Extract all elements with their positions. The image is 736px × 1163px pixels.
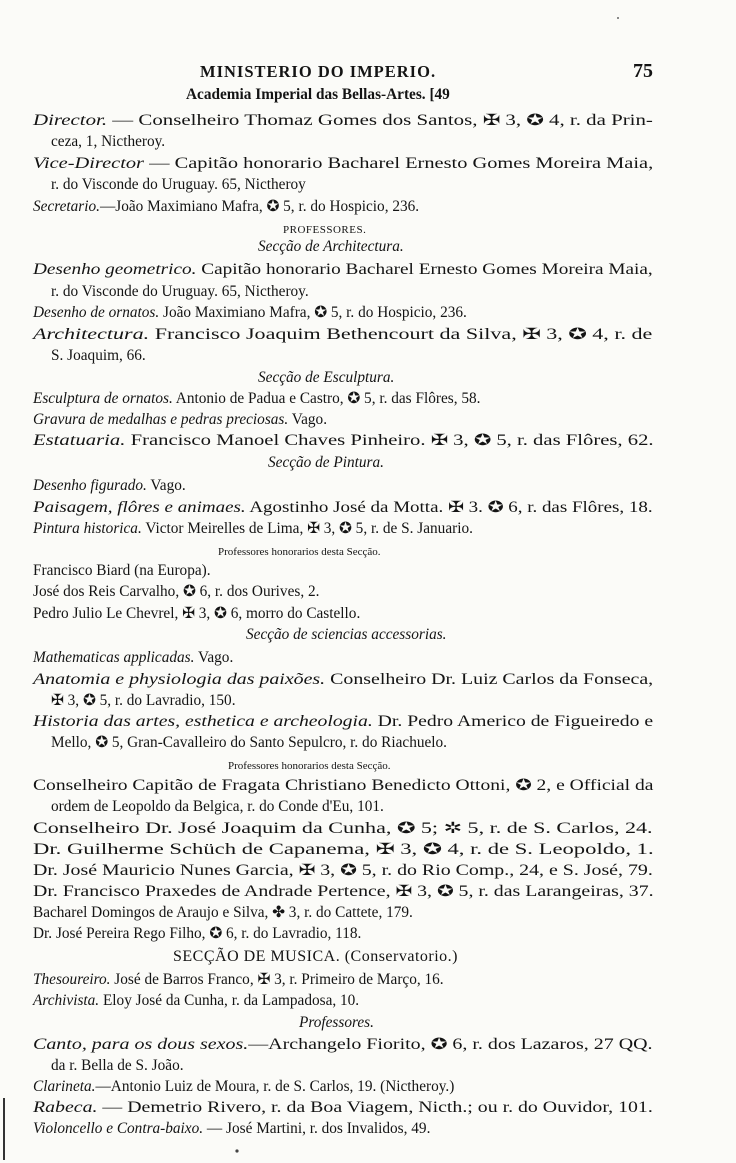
entry-text: Vago. <box>194 649 234 666</box>
text-line <box>258 368 394 388</box>
entry-label: Secretario. <box>33 198 100 215</box>
entry-label: Secção de Pintura. <box>268 454 384 471</box>
entry-text: Dr. José Pereira Rego Filho, ✪ 6, r. do Lavradio, 118. <box>33 925 362 942</box>
entry-label: Architectura. <box>33 326 150 343</box>
text-line <box>51 691 236 711</box>
text-line <box>33 1119 430 1139</box>
text-line <box>33 1035 653 1055</box>
entry-text: PROFESSORES. <box>283 224 367 236</box>
text-line <box>33 604 360 624</box>
text-line <box>51 282 309 302</box>
entry-label: Estatuaria. <box>33 432 126 449</box>
text-line <box>33 903 413 923</box>
text-line <box>33 991 359 1011</box>
entry-text: — Conselheiro Thomaz Gomes dos Santos, ✠ 3, ✪ 4, r. da Prin- <box>107 112 653 129</box>
entry-text: José de Barros Franco, ✠ 3, r. Primeiro de Março, 16. <box>110 971 444 988</box>
text-line <box>218 542 381 562</box>
text-line <box>33 498 653 518</box>
entry-text: Vago. <box>146 477 186 494</box>
text-line <box>51 733 447 753</box>
entry-text: Eloy José da Cunha, r. da Lampadosa, 10. <box>99 992 360 1009</box>
text-line <box>51 1056 184 1076</box>
entry-text: S. Joaquim, 66. <box>51 347 146 364</box>
entry-text: Professores honorarios desta Secção. <box>218 546 381 558</box>
entry-label: Thesoureiro. <box>33 971 111 988</box>
text-line <box>33 840 654 860</box>
entry-text: Victor Meirelles de Lima, ✠ 3, ✪ 5, r. de S. Januario. <box>141 520 473 537</box>
text-line <box>33 970 444 990</box>
entry-text: Dr. Pedro Americo de Figueiredo e <box>372 713 654 730</box>
entry-label: Secção de Architectura. <box>258 238 404 255</box>
entry-text: Bacharel Domingos de Araujo e Silva, ✤ 3, r. do Cattete, 179. <box>33 904 413 921</box>
entry-text: Dr. Francisco Praxedes de Andrade Pertence, ✠ 3, ✪ 5, r. das Larangeiras, 37. <box>33 883 654 900</box>
text-line <box>299 1013 374 1033</box>
entry-label: Secção de Esculptura. <box>258 369 395 386</box>
entry-text: Francisco Joaquim Bethencourt da Silva, ✠ 3, ✪ 4, r. de <box>149 326 653 343</box>
text-line <box>33 924 361 944</box>
entry-text: Vago. <box>288 411 328 428</box>
entry-text: Francisco Biard (na Europa). <box>33 562 211 579</box>
entry-label: Desenho de ornatos. <box>33 304 160 321</box>
text-line <box>33 325 652 345</box>
entry-text: Professores honorarios desta Secção. <box>228 760 391 772</box>
text-line <box>33 712 653 732</box>
text-line <box>33 819 653 839</box>
entry-text: —Antonio Luiz de Moura, r. de S. Carlos, 19. (Nictheroy.) <box>95 1078 455 1095</box>
entry-label: Pintura historica. <box>33 520 142 537</box>
entry-text: Antonio de Padua e Castro, ✪ 5, r. das Flôres, 58. <box>172 390 481 407</box>
entry-text: Academia Imperial das Bellas-Artes. [49 <box>186 86 450 103</box>
entry-text: José dos Reis Carvalho, ✪ 6, r. dos Ourives, 2. <box>33 583 320 600</box>
entry-label: Archivista. <box>33 992 100 1009</box>
text-line <box>33 582 319 602</box>
entry-label: Mathematicas applicadas. <box>33 649 195 666</box>
text-line <box>33 519 473 539</box>
entry-label: Clarineta. <box>33 1078 96 1095</box>
text-line <box>33 882 654 902</box>
entry-label: Desenho geometrico. <box>33 261 197 278</box>
entry-text: — Demetrio Rivero, r. da Boa Viagem, Nicth.; ou r. do Ouvidor, 101. <box>97 1099 653 1116</box>
text-line <box>33 389 480 409</box>
text-line <box>186 85 450 105</box>
entry-text: —João Maximiano Mafra, ✪ 5, r. do Hospicio, 236. <box>99 198 420 215</box>
text-line <box>33 1077 454 1097</box>
text-line <box>33 561 211 581</box>
text-line <box>51 175 306 195</box>
entry-text: —Archangelo Fiorito, ✪ 6, r. dos Lazaros, 27 QQ. <box>248 1036 653 1053</box>
entry-text: r. do Visconde do Uruguay. 65, Nictheroy. <box>51 283 309 300</box>
text-line <box>33 476 186 496</box>
text-line <box>33 861 653 881</box>
text-line <box>33 111 653 131</box>
entry-text: da r. Bella de S. João. <box>51 1057 184 1074</box>
entry-text: Conselheiro Dr. José Joaquim da Cunha, ✪ 5; ✲ 5, r. de S. Carlos, 24. <box>33 820 653 837</box>
entry-text: Conselheiro Capitão de Fragata Christiano Benedicto Ottoni, ✪ 2, e Official da <box>33 777 654 794</box>
entry-text: João Maximiano Mafra, ✪ 5, r. do Hospicio, 236. <box>159 304 467 321</box>
entry-label: Secção de sciencias accessorias. <box>246 626 447 643</box>
text-line <box>173 947 458 967</box>
text-line <box>268 453 384 473</box>
entry-label: Esculptura de ornatos. <box>33 390 173 407</box>
entry-text: Dr. José Mauricio Nunes Garcia, ✠ 3, ✪ 5, r. do Rio Comp., 24, e S. José, 79. <box>33 862 653 879</box>
entry-label: Director. <box>33 112 108 129</box>
page-number: 75 <box>633 60 653 82</box>
entry-text: Agostinho José da Motta. ✠ 3. ✪ 6, r. das Flôres, 18. <box>245 499 653 516</box>
entry-text: r. do Visconde do Uruguay. 65, Nictheroy <box>51 176 306 193</box>
entry-label: Vice-Director <box>33 155 144 172</box>
text-line <box>33 260 653 280</box>
running-title: MINISTERIO DO IMPERIO. <box>200 62 437 81</box>
entry-text: Pedro Julio Le Chevrel, ✠ 3, ✪ 6, morro do Castello. <box>33 605 361 622</box>
entry-text: — Capitão honorario Bacharel Ernesto Gomes Moreira Maia, <box>144 155 654 172</box>
entry-label: Canto, para os dous sexos. <box>33 1036 249 1053</box>
entry-text: Capitão honorario Bacharel Ernesto Gomes Moreira Maia, <box>196 261 653 278</box>
text-line <box>51 346 146 366</box>
entry-label: Rabeca. <box>33 1099 98 1116</box>
text-line <box>33 648 233 668</box>
text-line <box>33 303 467 323</box>
text-line <box>33 431 654 451</box>
entry-text: SECÇÃO DE MUSICA. (Conservatorio.) <box>173 948 458 965</box>
entry-label: Historia das artes, esthetica e archeologia. <box>33 713 373 730</box>
text-line <box>258 237 404 257</box>
text-line <box>51 132 165 152</box>
entry-text: ceza, 1, Nictheroy. <box>51 133 166 150</box>
text-line <box>51 797 384 817</box>
text-line <box>33 776 653 796</box>
entry-label: Anatomia e physiologia das paixões. <box>33 671 326 688</box>
entry-text: Conselheiro Dr. Luiz Carlos da Fonseca, <box>325 671 654 688</box>
entry-label: Violoncello e Contra-baixo. <box>33 1120 204 1137</box>
entry-text: — José Martini, r. dos Invalidos, 49. <box>203 1120 431 1137</box>
text-line <box>228 756 391 776</box>
text-line <box>33 410 327 430</box>
entry-text: ordem de Leopoldo da Belgica, r. do Conde d'Eu, 101. <box>51 798 384 815</box>
text-line <box>33 154 653 174</box>
text-line <box>246 625 447 645</box>
entry-label: Gravura de medalhas e pedras preciosas. <box>33 411 289 428</box>
entry-label: Professores. <box>299 1014 374 1031</box>
entry-label: Desenho figurado. <box>33 477 147 494</box>
entry-text: Mello, ✪ 5, Gran-Cavalleiro do Santo Sepulcro, r. do Riachuelo. <box>51 734 448 751</box>
entry-text: Francisco Manoel Chaves Pinheiro. ✠ 3, ✪ 5, r. das Flôres, 62. <box>125 432 654 449</box>
entry-text: ✠ 3, ✪ 5, r. do Lavradio, 150. <box>51 692 236 709</box>
entry-text: Dr. Guilherme Schüch de Capanema, ✠ 3, ✪ 4, r. de S. Leopoldo, 1. <box>33 841 654 858</box>
entry-label: Paisagem, flôres e animaes. <box>33 499 246 516</box>
text-line <box>33 670 653 690</box>
text-line <box>33 1098 653 1118</box>
text-line <box>33 197 419 217</box>
